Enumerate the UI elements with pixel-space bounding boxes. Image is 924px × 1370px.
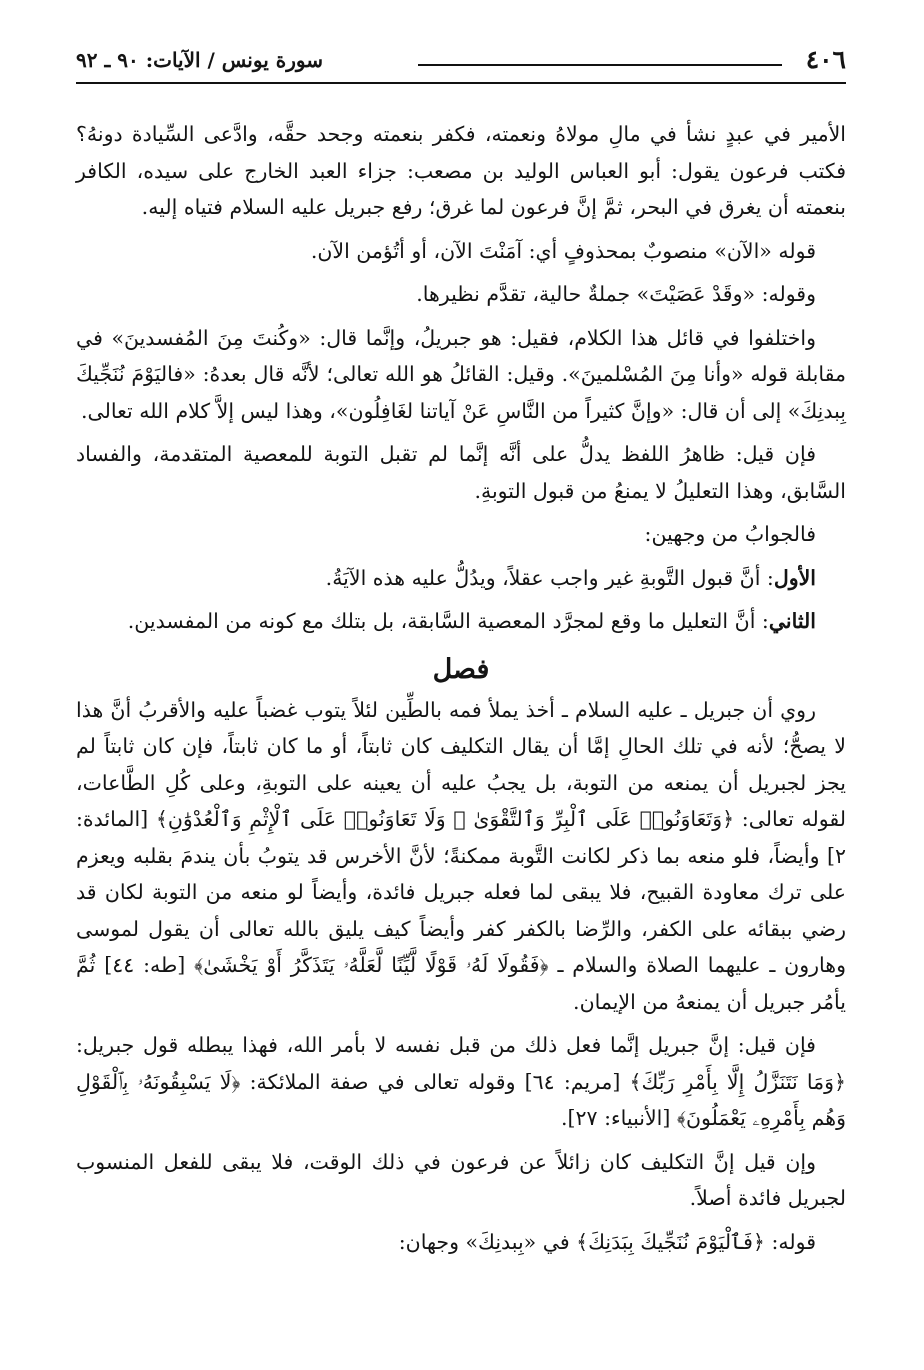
- paragraph-2: [76, 233, 846, 270]
- paragraph-text: فإن قيل: ظاهرُ اللفظ يدلُّ على أنَّه إنَّما لم تقبل التوبة للمعصية المتقدمة، والفساد السَّابق، وهذا التعليلُ لا يمنعُ من قبول التوبةِ.: [76, 442, 846, 503]
- paragraph-first-answer: [76, 560, 846, 597]
- section-paragraph-4: [76, 1224, 846, 1261]
- section-paragraph-2: [76, 1027, 846, 1137]
- paragraph-text: روي أن جبريل ـ عليه السلام ـ أخذ يملأ فمه بالطِّين لئلاً يتوب غضباً عليه والأقربُ أنَّ هذا لا يصحُّ؛ لأنه في تلك الحالِ إمَّا أن يقال التكليف كان ثابتاً، أو ما كان ثابتاً، فإن كان ثابتاً لم يجز لجبريل أن يمنعه من التوبة، بل يجبُ عليه أن يعينه على التوبةِ، وعلى كُلِ الطَّاعات، لقوله تعالى: ﴿وَتَعَاوَنُوا۟ عَلَى ٱلْبِرِّ وَٱلتَّقْوَىٰ ۖ وَلَا تَعَاوَنُوا۟ عَلَى ٱلْإِثْمِ وَٱلْعُدْوَٰنِ﴾ [المائدة: ٢] وأيضاً، فلو منعه بما ذكر لكانت التَّوبة ممكنةً؛ لأنَّ الأخرس قد يتوبُ بأن يندمَ بقلبه ويعزم على ترك معاودة القبيح، فلا يبقى لما فعله جبريل فائدة، وأيضاً لو منعه من التوبة لكان قد رضي ببقائه على الكفر، والرِّضا بالكفر كفر وأيضاً كيف يليق بالله تعالى أن يقول لموسى وهارون ـ عليهما الصلاة والسلام ـ ﴿فَقُولَا لَهُۥ قَوْلًا لَّيِّنًا لَّعَلَّهُۥ يَتَذَكَّرُ أَوْ يَخْشَىٰ﴾ [طه: ٤٤] ثُمَّ يأمُر جبريل أن يمنعهُ من الإيمان.: [76, 697, 846, 1014]
- paragraph-text: وإن قيل إنَّ التكليف كان زائلاً عن فرعون في ذلك الوقت، فلا يبقى للفعل المنسوب لجبريل فائدة أصلاً.: [76, 1149, 846, 1210]
- answer-label-first: الأول: [773, 565, 816, 590]
- paragraph-5: [76, 436, 846, 509]
- paragraph-text: واختلفوا في قائل هذا الكلام، فقيل: هو جبريلُ، وإنَّما قال: «وكُنتَ مِنَ المُفسدينَ» في مقابلة قوله «وأنا مِنَ المُسْلمينَ». وقيل: القائلُ هو الله تعالى؛ لأنَّه قال بعدهُ: «فاليَوْمَ نُنَجِّيكَ بِبدنِكَ» إلى أن قال: «وإنَّ كثيراً من النَّاسِ عَنْ آياتنا لغَافِلُون»، وهذا ليس إلاَّ كلام الله تعالى.: [76, 325, 846, 423]
- answer-label-second: الثاني: [768, 609, 816, 633]
- paragraph-text: : أنَّ قبول التَّوبةِ غير واجب عقلاً، ويدُلُّ عليه هذه الآيَةُ.: [325, 565, 774, 590]
- paragraph-1: [76, 116, 846, 226]
- paragraph-4: [76, 320, 846, 430]
- page-header: [76, 42, 846, 82]
- header-bottom-rule: [76, 82, 846, 84]
- section-paragraph-3: [76, 1144, 846, 1217]
- paragraph-text: وقوله: «وقَدْ عَصَيْتَ» جملةٌ حالية، تقدَّم نظيرها.: [416, 282, 816, 306]
- page-body: [76, 116, 846, 1267]
- running-title: سورة يونس / الآيات: ٩٠ ـ ٩٢: [76, 48, 323, 72]
- header-rule: [418, 64, 782, 66]
- section-paragraph-1: [76, 692, 846, 1021]
- paragraph-text: قوله: ﴿فَٱلْيَوْمَ نُنَجِّيكَ بِبَدَنِكَ﴾ في «بِبدنِكَ» وجهان:: [398, 1229, 816, 1254]
- paragraph-text: : أنَّ التعليل ما وقع لمجرَّد المعصية السَّابقة، بل بتلك مع كونه من المفسدين.: [127, 609, 769, 633]
- paragraph-text: فالجوابُ من وجهين:: [644, 522, 816, 546]
- paragraph-text: الأمير في عبدٍ نشأ في مالِ مولاهُ ونعمته، فكفر بنعمته وجحد حقَّه، وادَّعى السِّيادة دونهُ؟ فكتب فرعون يقول: أبو العباس الوليد بن مصعب: جزاء العبد الخارج على سيده، الكافر بنعمته أن يغرق في البحر، ثمَّ إنَّ فرعون لما غرق؛ رفع جبريل عليه السلام فتياه إليه.: [76, 122, 846, 219]
- paragraph-second-answer: [76, 603, 846, 640]
- page-number: ٤٠٦: [805, 45, 846, 74]
- paragraph-6: [76, 516, 846, 553]
- paragraph-text: قوله «الآن» منصوبٌ بمحذوفٍ أي: آمَنْتَ الآن، أو أتُؤمن الآن.: [310, 238, 816, 263]
- paragraph-3: [76, 276, 846, 313]
- section-heading: فصل: [432, 653, 490, 685]
- paragraph-text: فإن قيل: إنَّ جبريل إنَّما فعل ذلك من قبل نفسه لا بأمر الله، فهذا يبطله قول جبريل: ﴿وَمَا نَتَنَزَّلُ إِلَّا بِأَمْرِ رَبِّكَ﴾ [مريم: ٦٤] وقوله تعالى في صفة الملائكة: ﴿لَا يَسْبِقُونَهُۥ بِٱلْقَوْلِ وَهُم بِأَمْرِهِۦ يَعْمَلُونَ﴾ [الأنبياء: ٢٧].: [76, 1033, 847, 1130]
